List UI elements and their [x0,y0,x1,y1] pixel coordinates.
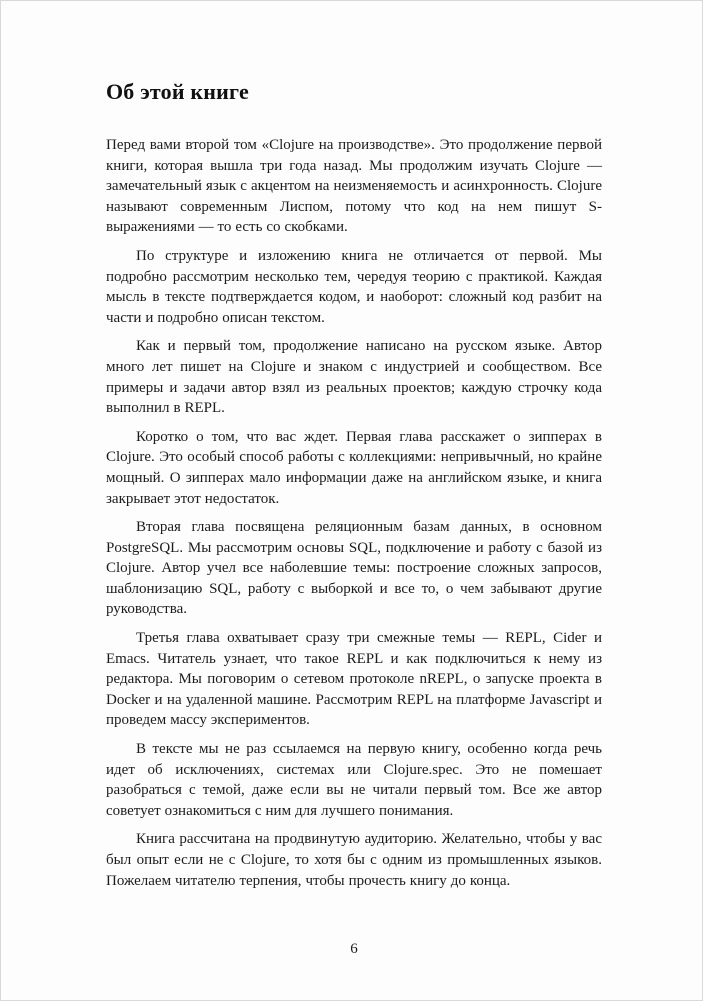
paragraph: В тексте мы не раз ссылаемся на первую книгу, особенно когда речь идет об исключениях, системах или Clojure.spec. Это не помешает разобраться с темой, даже если вы не читали первый том. Все же автор советует ознакомиться с ним для лучшего понимания. [106,741,602,819]
paragraph: Коротко о том, что вас ждет. Первая глава расскажет о зипперах в Clojure. Это особый способ работы с коллекциями: непривычный, но крайне мощный. О зипперах мало информации даже на английском языке, и книга закрывает этот недостаток. [106,428,602,507]
page-content [106,79,602,899]
paragraph: Книга рассчитана на продвинутую аудиторию. Желательно, чтобы у вас был опыт если не с Clojure, то хотя бы с одним из промышленных языков. Пожелаем читателю терпения, чтобы прочесть книгу до конца. [106,831,602,889]
paragraph: Как и первый том, продолжение написано на русском языке. Автор много лет пишет на Clojure и знаком с индустрией и сообществом. Все примеры и задачи автор взял из реальных проектов; каждую строчку кода выполнил в REPL. [106,338,602,417]
paragraph: Перед вами второй том «Clojure на производстве». Это продолжение первой книги, которая вышла три года назад. Мы продолжим изучать Clojure — замечательный язык с акцентом на неизменяемость и асинхронность. Clojure называют современным Лиспом, потому что код на нем пишут S-выражениями — то есть со скобками. [106,137,602,236]
page-number: 6 [350,941,358,957]
page-title: Об этой книге [106,79,249,104]
paragraph: Третья глава охватывает сразу три смежные темы — REPL, Cider и Emacs. Читатель узнает, что такое REPL и как подключиться к нему из редактора. Мы поговорим о сетевом протоколе nREPL, о запуске проекта в Docker и на удаленной машине. Рассмотрим REPL на платформе Javascript и проведем массу экспериментов. [106,630,602,729]
paragraph: По структуре и изложению книга не отличается от первой. Мы подробно рассмотрим несколько тем, чередуя теорию с практикой. Каждая мысль в тексте подтверждается кодом, и наоборот: сложный код разбит на части и подробно описан текстом. [106,247,602,326]
paragraph: Вторая глава посвящена реляционным базам данных, в основном PostgreSQL. Мы рассмотрим основы SQL, подключение и работу с базой из Clojure. Автор учел все наболевшие темы: построение сложных запросов, шаблонизацию SQL, работу с выборкой и все то, о чем забывают другие руководства. [106,519,602,618]
